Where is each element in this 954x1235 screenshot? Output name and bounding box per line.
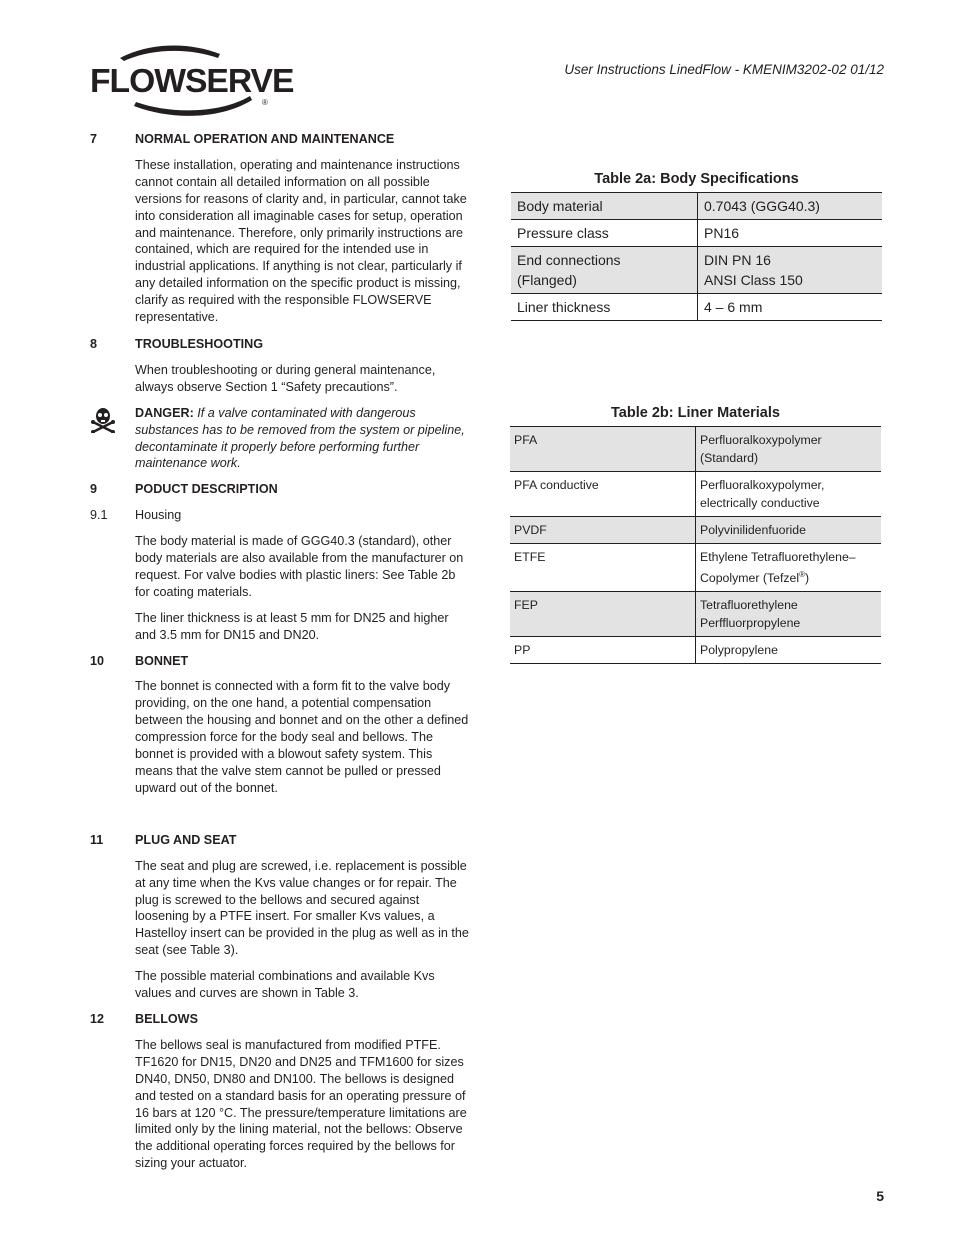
- section-9-heading: 9 PODUCT DESCRIPTION: [90, 482, 278, 497]
- logo-wordmark: FLOWSERVE: [90, 62, 294, 99]
- section-7-heading: 7 NORMAL OPERATION AND MAINTENANCE: [90, 132, 395, 146]
- section-11-paragraph-2: The possible material combinations and available Kvs values and curves are shown in Table 3.: [135, 969, 435, 1001]
- table-row: Body material 0.7043 (GGG40.3): [511, 193, 882, 220]
- flowserve-logo: [90, 44, 294, 116]
- skull-crossbones-icon: [90, 405, 135, 473]
- page-number: 5: [876, 1188, 884, 1204]
- table-row: Liner thickness 4 – 6 mm: [511, 294, 882, 321]
- section-12-heading: 12 BELLOWS: [90, 1011, 198, 1026]
- section-9-paragraph-1: The body material is made of GGG40.3 (standard), other body materials are also available from the manufacturer on request. For valve bodies with plastic liners: See Table 2b for coating materials.: [135, 534, 464, 599]
- table-row: Pressure class PN16: [511, 220, 882, 247]
- table-row: ETFE Ethylene Tetrafluorethylene– Copolymer (Tefzel®): [510, 544, 881, 592]
- table-row: End connections (Flanged) DIN PN 16 ANSI Class 150: [511, 247, 882, 294]
- section-10-paragraph: The bonnet is connected with a form fit to the valve body providing, on the one hand, a potential compensation between the housing and bonnet and on the other a defined compression force for the body seal and bellows. The bonnet is provided with a blowout safety system. This means that the valve stem cannot be pulled or pressed upward out of the bonnet.: [135, 679, 469, 795]
- table-row: PFA Perfluoralkoxypolymer (Standard): [510, 427, 881, 472]
- table-row: PP Polypropylene: [510, 637, 881, 664]
- table-2a-title: Table 2a: Body Specifications: [594, 171, 799, 187]
- section-11-paragraph-1: The seat and plug are screwed, i.e. replacement is possible at any time when the Kvs value changes or for repair. The plug is screwed to the bellows and secured against loosening by a PTFE insert. For smaller Kvs values, a Hastelloy insert can be provided in the plug as well as in the seat (see Table 3).: [135, 858, 469, 958]
- section-9-1-heading: 9.1 Housing: [90, 508, 182, 523]
- body-specifications-table: [511, 192, 882, 321]
- table-row: FEP Tetrafluorethylene Perffluorpropylene: [510, 592, 881, 637]
- section-12-paragraph: The bellows seal is manufactured from modified PTFE. TF1620 for DN15, DN20 and DN25 and TFM1600 for sizes DN40, DN50, DN80 and DN100. The bellows is designed and tested on a standard basis for an operating pressure of 16 bars at 120 °C. The pressure/temperature limitations are limited only by the lining material, not the bellows: Observe the additional operating forces required by the bellows for sizing your actuator.: [135, 1037, 467, 1171]
- section-9-paragraph-2: The liner thickness is at least 5 mm for DN25 and higher and 3.5 mm for DN15 and DN20.: [135, 610, 449, 642]
- danger-label: DANGER:: [135, 405, 194, 420]
- liner-materials-table: [510, 426, 881, 664]
- danger-text: If a valve contaminated with dangerous substances has to be removed from the system or pipeline, decontaminate it properly before performing further maintenance work.: [135, 405, 465, 471]
- section-11-heading: 11 PLUG AND SEAT: [90, 832, 237, 847]
- table-2b-title: Table 2b: Liner Materials: [611, 405, 780, 421]
- danger-notice: [90, 405, 470, 473]
- section-7-paragraph: These installation, operating and maintenance instructions cannot contain all detailed information on all possible versions for reasons of clarity and, in particular, cannot take into consideration all imaginable cases for setup, operation and maintenance. Therefore, only primarily instructions are contained, which are required for the intended use in industrial applications. If anything is not clear, particularly if any detailed information on the specific product is missing, clarify as required with the responsible FLOWSERVE representative.: [135, 157, 467, 325]
- document-title: User Instructions LinedFlow - KMENIM3202-02 01/12: [564, 62, 884, 77]
- section-8-paragraph: When troubleshooting or during general maintenance, always observe Section 1 “Safety precautions”.: [135, 362, 436, 394]
- left-column: [90, 131, 470, 1181]
- table-row: PFA conductive Perfluoralkoxypolymer, electrically conductive: [510, 472, 881, 517]
- section-8-heading: 8 TROUBLESHOOTING: [90, 336, 264, 351]
- registered-mark: ®: [262, 98, 268, 107]
- section-10-heading: 10 BONNET: [90, 653, 189, 668]
- table-row: PVDF Polyvinilidenfuoride: [510, 517, 881, 544]
